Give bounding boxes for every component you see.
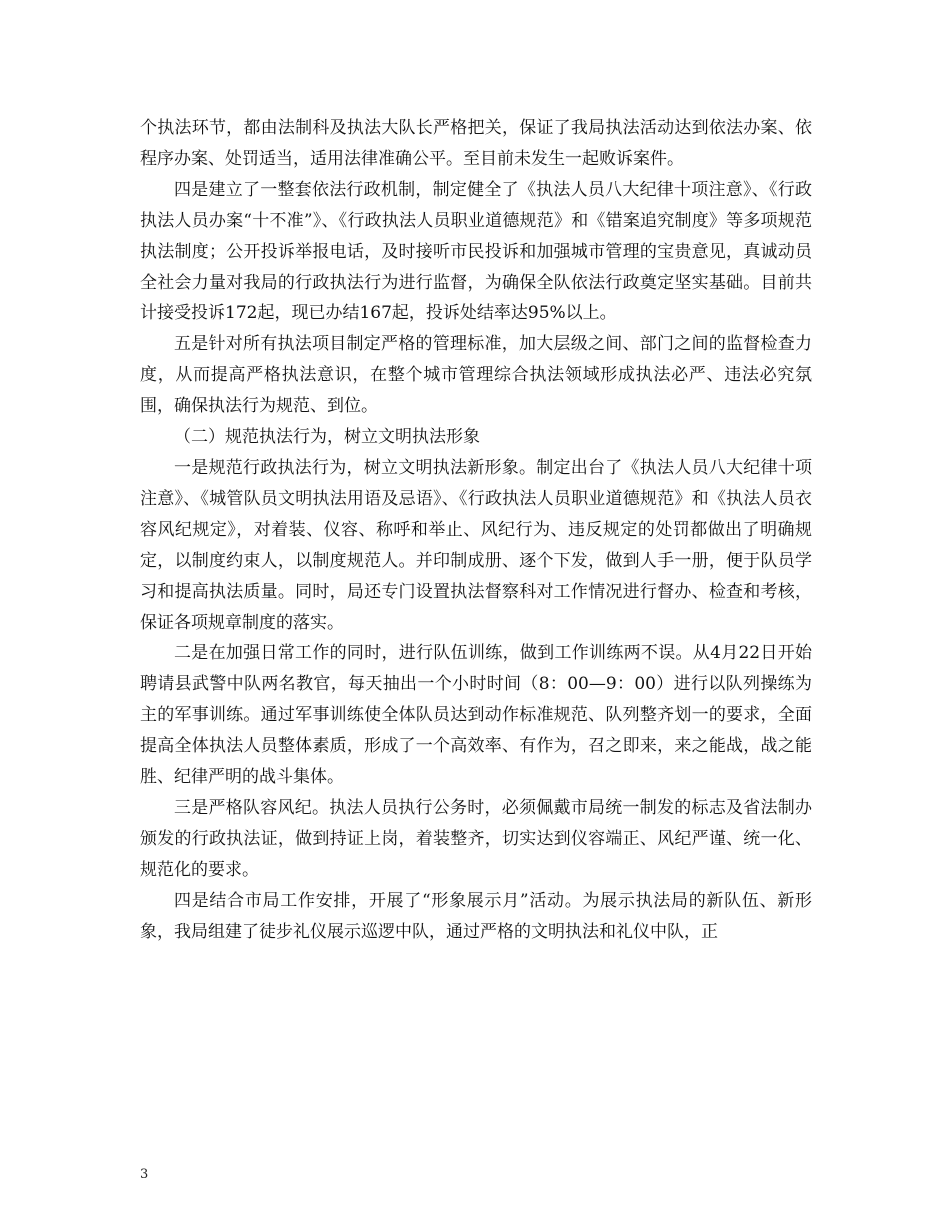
paragraph-8: 四是结合市局工作安排，开展了“形象展示月”活动。为展示执法局的新队伍、新形象，我局组建了徒步礼仪展示巡逻中队，通过严格的文明执法和礼仪中队，正 — [140, 890, 812, 942]
page-number: 3 — [140, 1167, 149, 1182]
paragraph-3: 五是针对所有执法项目制定严格的管理标准，加大层级之间、部门之间的监督检查力度，从而提高严格执法意识，在整个城市管理综合执法领域形成执法必严、违法必究氛围，确保执法行为规范、到位。 — [140, 334, 812, 417]
paragraph-1: 个执法环节，都由法制科及执法大队长严格把关，保证了我局执法活动达到依法办案、依程序办案、处罚适当，适用法律准确公平。至目前未发生一起败诉案件。 — [140, 118, 812, 169]
document-body — [140, 113, 812, 947]
paragraph-6: 二是在加强日常工作的同时，进行队伍训练，做到工作训练两不误。从4月22日开始聘请县武警中队两名教官，每天抽出一个小时时间（8：00—9：00）进行以队列操练为主的军事训练。通过军事训练使全体队员达到动作标准规范、队列整齐划一的要求，全面提高全体执法人员整体素质，形成了一个高效率、有作为，召之即来，来之能战，战之能胜、纪律严明的战斗集体。 — [140, 643, 812, 788]
section-heading: （二）规范执法行为，树立文明执法形象 — [174, 427, 480, 448]
paragraph-2: 四是建立了一整套依法行政机制，制定健全了《执法人员八大纪律十项注意》、《行政执法人员办案“十不准”》、《行政执法人员职业道德规范》和《错案追究制度》等多项规范执法制度；公开投诉举报电话，及时接听市民投诉和加强城市管理的宝贵意见，真诚动员全社会力量对我局的行政执法行为进行监督，为确保全队依法行政奠定坚实基础。目前共计接受投诉172起，现已办结167起，投诉处结率达95%以上。 — [140, 179, 812, 324]
paragraph-5: 一是规范行政执法行为，树立文明执法新形象。制定出台了《执法人员八大纪律十项注意》、《城管队员文明执法用语及忌语》、《行政执法人员职业道德规范》和《执法人员衣容风纪规定》，对着装、仪容、称呼和举止、风纪行为、违反规定的处罚都做出了明确规定，以制度约束人，以制度规范人。并印制成册、逐个下发，做到人手一册，便于队员学习和提高执法质量。同时，局还专门设置执法督察科对工作情况进行督办、检查和考核，保证各项规章制度的落实。 — [140, 457, 812, 633]
paragraph-7: 三是严格队容风纪。执法人员执行公务时，必须佩戴市局统一制发的标志及省法制办颁发的行政执法证，做到持证上岗，着装整齐，切实达到仪容端正、风纪严谨、统一化、规范化的要求。 — [140, 797, 812, 880]
